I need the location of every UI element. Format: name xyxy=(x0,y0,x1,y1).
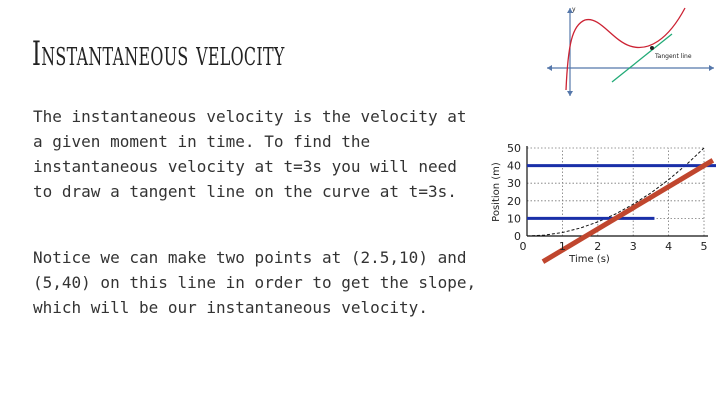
y-tick-label: 40 xyxy=(507,159,521,173)
x-tick-label: 3 xyxy=(629,240,637,253)
y-tick-label: 30 xyxy=(507,177,521,191)
inset-y-label: y xyxy=(572,6,576,13)
chart-axes xyxy=(527,146,708,236)
y-tick-label: 20 xyxy=(507,194,521,208)
x-tick-label: 5 xyxy=(700,240,708,253)
position-curve xyxy=(527,148,704,236)
chart-grid xyxy=(527,148,704,236)
x-tick-label: 4 xyxy=(665,240,673,253)
x-tick-label: 0 xyxy=(519,240,527,253)
points-paragraph: Notice we can make two points at (2.5,10) and (5,40) on this line in order to get the slope, which will be our instantaneous velocity. xyxy=(33,248,477,317)
y-tick-label: 50 xyxy=(507,142,521,155)
chart-labels xyxy=(491,142,708,265)
y-tick-label: 0 xyxy=(514,230,521,243)
y-axis-title: Position (m) xyxy=(491,162,502,222)
y-tick-label: 10 xyxy=(507,212,521,226)
explanation-paragraph: The instantaneous velocity is the velocity at a given moment in time. To find the instantaneous velocity at t=3s you will need to draw a tangent line on the curve at t=3s. xyxy=(33,107,467,201)
tangent-line xyxy=(543,160,713,261)
chart-marks xyxy=(527,148,716,262)
x-tick-label: 1 xyxy=(558,240,566,253)
inset-tangent-label: Tangent line xyxy=(655,53,692,60)
x-axis-title: Time (s) xyxy=(569,254,610,265)
slide-title: Instantaneous velocity xyxy=(32,34,285,74)
x-tick-label: 2 xyxy=(594,240,602,253)
